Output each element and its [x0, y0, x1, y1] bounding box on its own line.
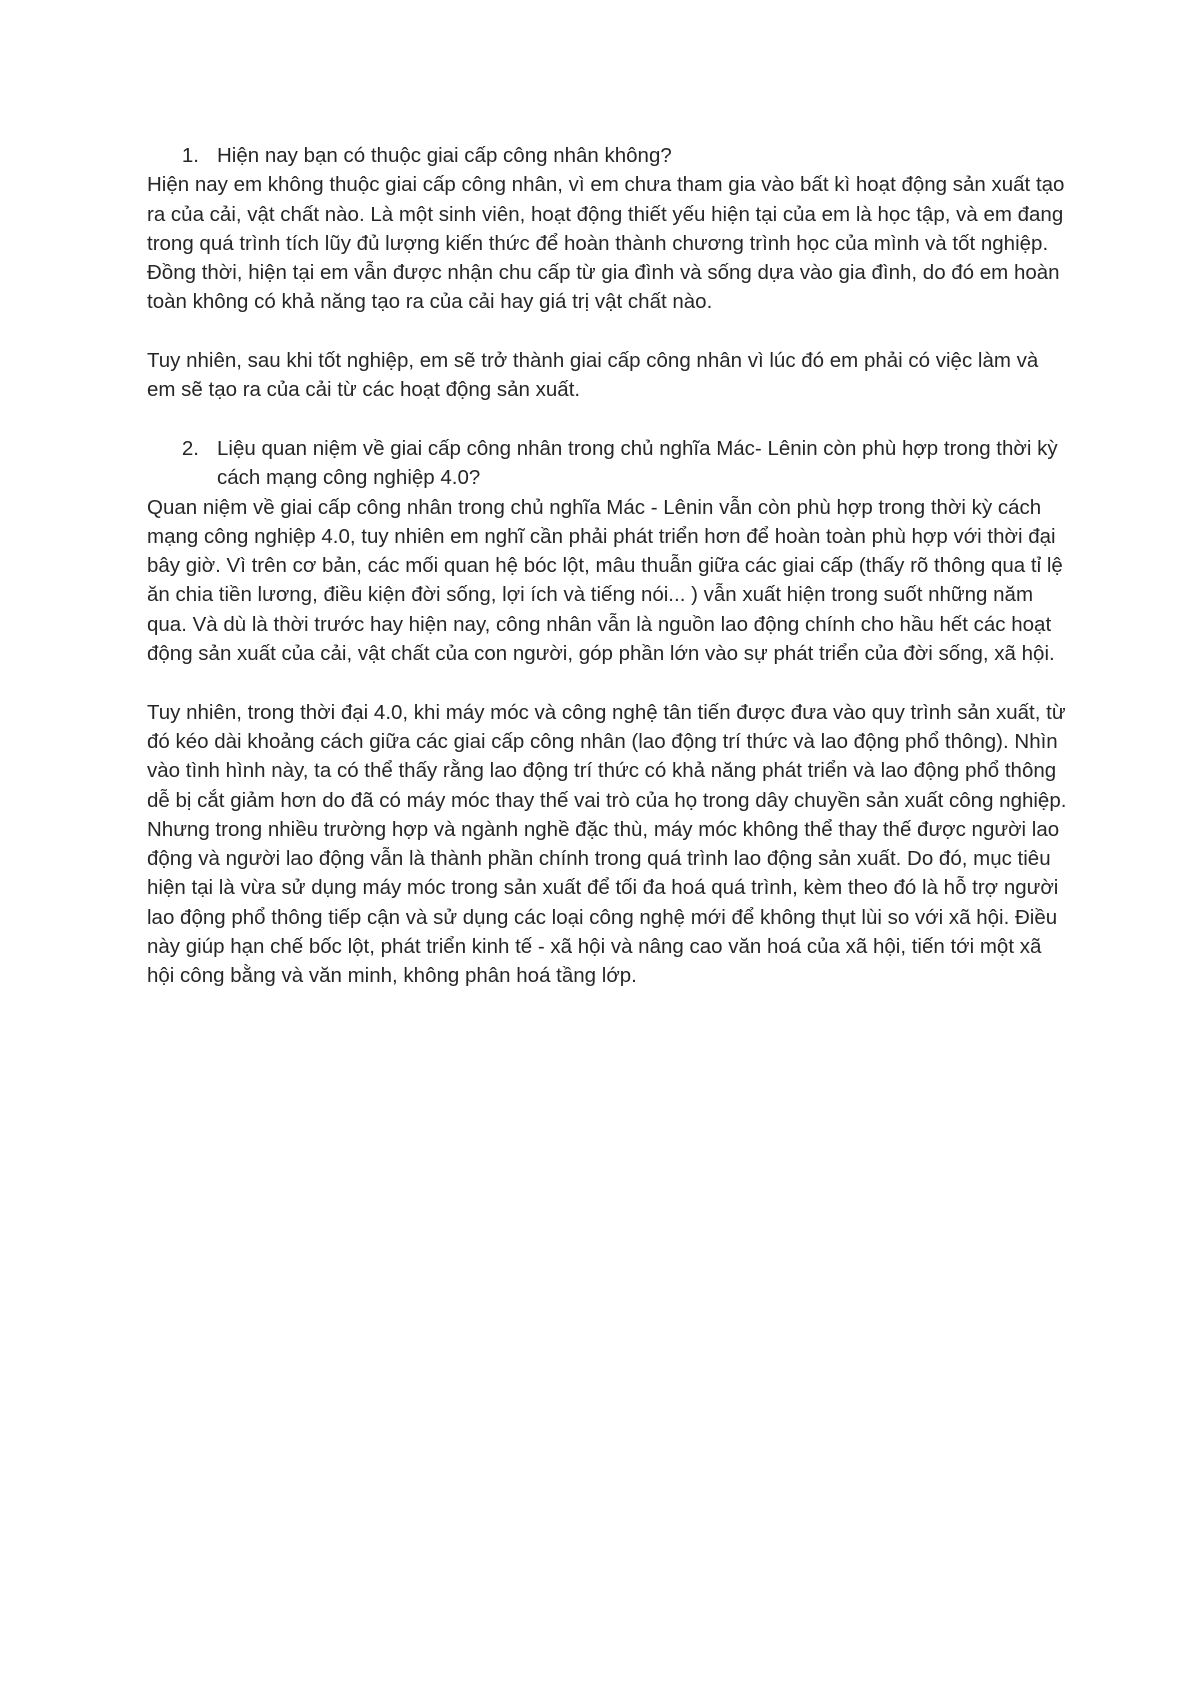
question-1-number: 1.	[181, 144, 199, 167]
paragraph-gap	[147, 668, 1072, 697]
question-1-text: Hiện nay bạn có thuộc giai cấp công nhân không?	[217, 144, 672, 167]
answer-1-paragraph-1: Hiện nay em không thuộc giai cấp công nhân, vì em chưa tham gia vào bất kì hoạt động sản xuất tạo ra của cải, vật chất nào. Là một sinh viên, hoạt động thiết yếu hiện tại của em là học tập, và em đang trong quá trình tích lũy đủ lượng kiến thức để hoàn thành chương trình học của mình và tốt nghiệp. Đồng thời, hiện tại em vẫn được nhận chu cấp từ gia đình và sống dựa vào gia đình, do đó em hoàn toàn không có khả năng tạo ra của cải hay giá trị vật chất nào.	[147, 173, 1065, 314]
document-body	[147, 141, 1072, 991]
answer-2-paragraph-1: Quan niệm về giai cấp công nhân trong chủ nghĩa Mác - Lênin vẫn còn phù hợp trong thời kỳ cách mạng công nghiệp 4.0, tuy nhiên em nghĩ cần phải phát triển hơn để hoàn toàn phù hợp với thời đại bây giờ. Vì trên cơ bản, các mối quan hệ bóc lột, mâu thuẫn giữa các giai cấp (thấy rõ thông qua tỉ lệ ăn chia tiền lương, điều kiện đời sống, lợi ích và tiếng nói... ) vẫn xuất hiện trong suốt những năm qua. Và dù là thời trước hay hiện nay, công nhân vẫn là nguồn lao động chính cho hầu hết các hoạt động sản xuất của cải, vật chất của con người, góp phần lớn vào sự phát triển của đời sống, xã hội.	[147, 495, 1063, 666]
question-2-number: 2.	[181, 436, 199, 460]
question-2-text: Liệu quan niệm về giai cấp công nhân trong chủ nghĩa Mác- Lênin còn phù hợp trong thời kỳ cách mạng công nghiệp 4.0?	[217, 436, 1058, 490]
answer-2-paragraph-2: Tuy nhiên, trong thời đại 4.0, khi máy móc và công nghệ tân tiến được đưa vào quy trình sản xuất, từ đó kéo dài khoảng cách giữa các giai cấp công nhân (lao động trí thức và lao động phổ thông). Nhìn vào tình hình này, ta có thể thấy rằng lao động trí thức có khả năng phát triển và lao động phổ thông dễ bị cắt giảm hơn do đã có máy móc thay thế vai trò của họ trong dây chuyền sản xuất công nghiệp. Nhưng trong nhiều trường hợp và ngành nghề đặc thù, máy móc không thể thay thế được người lao động và người lao động vẫn là thành phần chính trong quá trình lao động sản xuất. Do đó, mục tiêu hiện tại là vừa sử dụng máy móc trong sản xuất để tối đa hoá quá trình, kèm theo đó là hỗ trợ người lao động phổ thông tiếp cận và sử dụng các loại công nghệ mới để không thụt lùi so với xã hội. Điều này giúp hạn chế bốc lột, phát triển kinh tế - xã hội và nâng cao văn hoá của xã hội, tiến tới một xã hội công bằng và văn minh, không phân hoá tầng lớp.	[147, 700, 1067, 988]
answer-1-paragraph-2: Tuy nhiên, sau khi tốt nghiệp, em sẽ trở thành giai cấp công nhân vì lúc đó em phải có việc làm và em sẽ tạo ra của cải từ các hoạt động sản xuất.	[147, 349, 1039, 402]
paragraph-gap	[147, 317, 1072, 346]
question-1	[147, 141, 1072, 170]
paragraph-gap	[147, 405, 1072, 434]
question-2	[147, 434, 1072, 493]
